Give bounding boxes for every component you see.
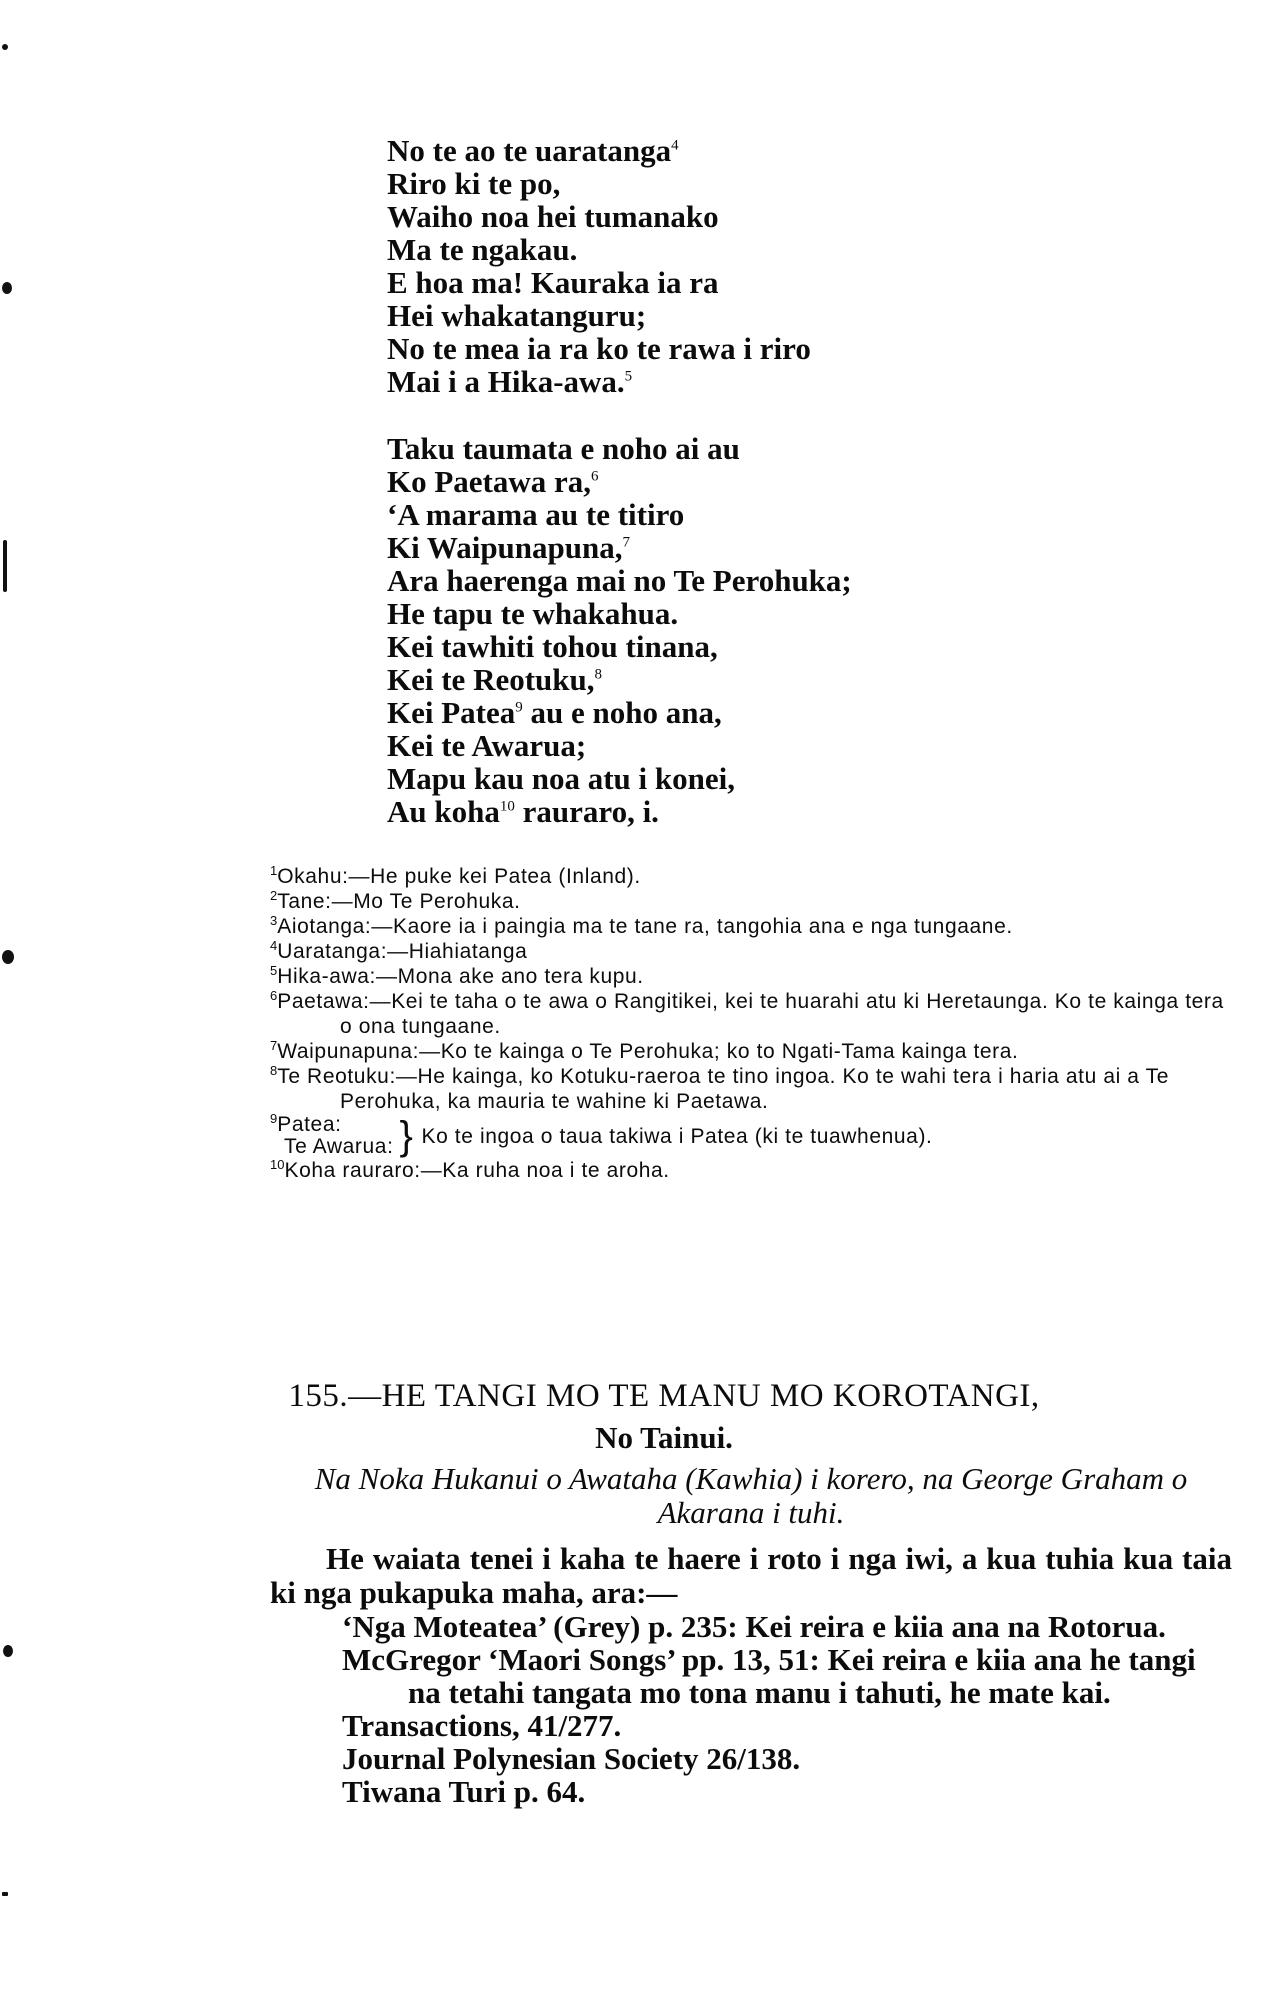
poem-line: Taku taumata e noho ai au [387,431,740,466]
footnote: $^6$Paetawa:—Kei te taha o te awa o Rangitikei, kei te huarahi atu ki Heretaunga. Ko te kainga tera o ona tungaane. [270,988,1224,1038]
poem-line: E hoa ma! Kauraka ia ra [387,265,719,300]
poem-line: Kei te Reotuku,$^8$ [387,662,603,697]
footnote: $^4$Uaratanga:—Hiahiatanga [270,938,528,963]
footnote-marker: 8 [594,666,603,683]
reference-item: Tiwana Turi p. 64. [342,1774,586,1809]
poem-stanza-2 [387,432,852,828]
scan-mark [2,44,8,50]
poem-line: Mapu kau noa atu i konei, [387,761,735,796]
poem-line: Ma te ngakau. [387,232,578,267]
poem-line: No te mea ia ra ko te rawa i riro [387,331,811,366]
footnote: $^3$Aiotanga:—Kaore ia i paingia ma te tane ra, tangohia ana e nga tungaane. [270,913,1013,938]
poem-line: He tapu te whakahua. [387,596,679,631]
footnote-marker: 10 [499,798,515,815]
footnote: $^1$Okahu:—He puke kei Patea (Inland). [270,863,641,888]
poem-line: Ki Waipunapuna,$^7$ [387,530,631,565]
reference-item: ‘Nga Moteatea’ (Grey) p. 235: Kei reira e kiia ana na Rotorua. [342,1609,1166,1644]
scan-mark [2,950,14,964]
poem-line: Kei tawhiti tohou tinana, [387,629,718,664]
footnote-pair: $^9$Patea: Te Awarua: } Ko te ingoa o taua takiwa i Patea (ki te tuawhenua). [270,1111,933,1158]
poem-line: No te ao te uaratanga$^4$ [387,133,679,168]
footnote-marker: 7 [622,534,631,551]
section-subtitle: No Tainui. [595,1420,733,1455]
poem-line: Kei Patea$^9$ au e noho ana, [387,695,722,730]
attribution: Na Noka Hukanui o Awataha (Kawhia) i korero, na George Graham o Akarana i tuhi. [314,1461,1188,1530]
footnotes [270,864,1232,1183]
section-title: 155.—HE TANGI MO TE MANU MO KOROTANGI, [288,1378,1040,1414]
poem-line: Kei te Awarua; [387,728,587,763]
poem-line: Riro ki te po, [387,166,561,201]
poem-line: ‘A marama au te titiro [387,497,685,532]
footnote-marker: 4 [671,137,679,154]
footnote-marker: 9 [515,699,523,716]
intro-paragraph: He waiata tenei i kaha te haere i roto i nga iwi, a kua tuhia kua taia ki nga pukapuka maha, ara:— [270,1541,1232,1610]
poem-stanza-1 [387,134,811,398]
reference-item: McGregor ‘Maori Songs’ pp. 13, 51: Kei reira e kiia ana he tangi na tetahi tangata mo tona manu i tahuti, he mate kai. [342,1642,1196,1710]
poem-line: Hei whakatanguru; [387,298,647,333]
scan-mark [3,1645,13,1657]
reference-item: Transactions, 41/277. [342,1708,622,1743]
footnote: $^5$Hika-awa:—Mona ake ano tera kupu. [270,963,644,988]
poem-line: Mai i a Hika-awa.$^5$ [387,364,633,399]
curly-brace-icon: } [399,1114,414,1158]
footnote: $^7$Waipunapuna:—Ko te kainga o Te Perohuka; ko to Ngati-Tama kainga tera. [270,1038,1019,1063]
footnote: $^8$Te Reotuku:—He kainga, ko Kotuku-raeroa te tino ingoa. Ko te wahi tera i haria atu ai a Te Perohuka, ka mauria te wahine ki Paetawa. [270,1063,1170,1113]
footnote-pair-terms: $^9$Patea: Te Awarua: [270,1111,394,1158]
poem-line: Waiho noa hei tumanako [387,199,719,234]
footnote: $^2$Tane:—Mo Te Perohuka. [270,888,521,913]
scan-mark [2,282,12,294]
reference-list [342,1610,1232,1808]
poem-line: Au koha$^{10}$ rauraro, i. [387,794,659,829]
poem-line: Ko Paetawa ra,$^6$ [387,464,599,499]
footnote: $^{10}$Koha rauraro:—Ka ruha noa i te aroha. [270,1157,670,1182]
scan-mark [2,1892,8,1896]
footnote-marker: 5 [624,368,633,385]
scan-mark [3,540,7,592]
poem-line: Ara haerenga mai no Te Perohuka; [387,563,852,598]
reference-item: Journal Polynesian Society 26/138. [342,1741,801,1776]
footnote-marker: 6 [591,468,599,485]
